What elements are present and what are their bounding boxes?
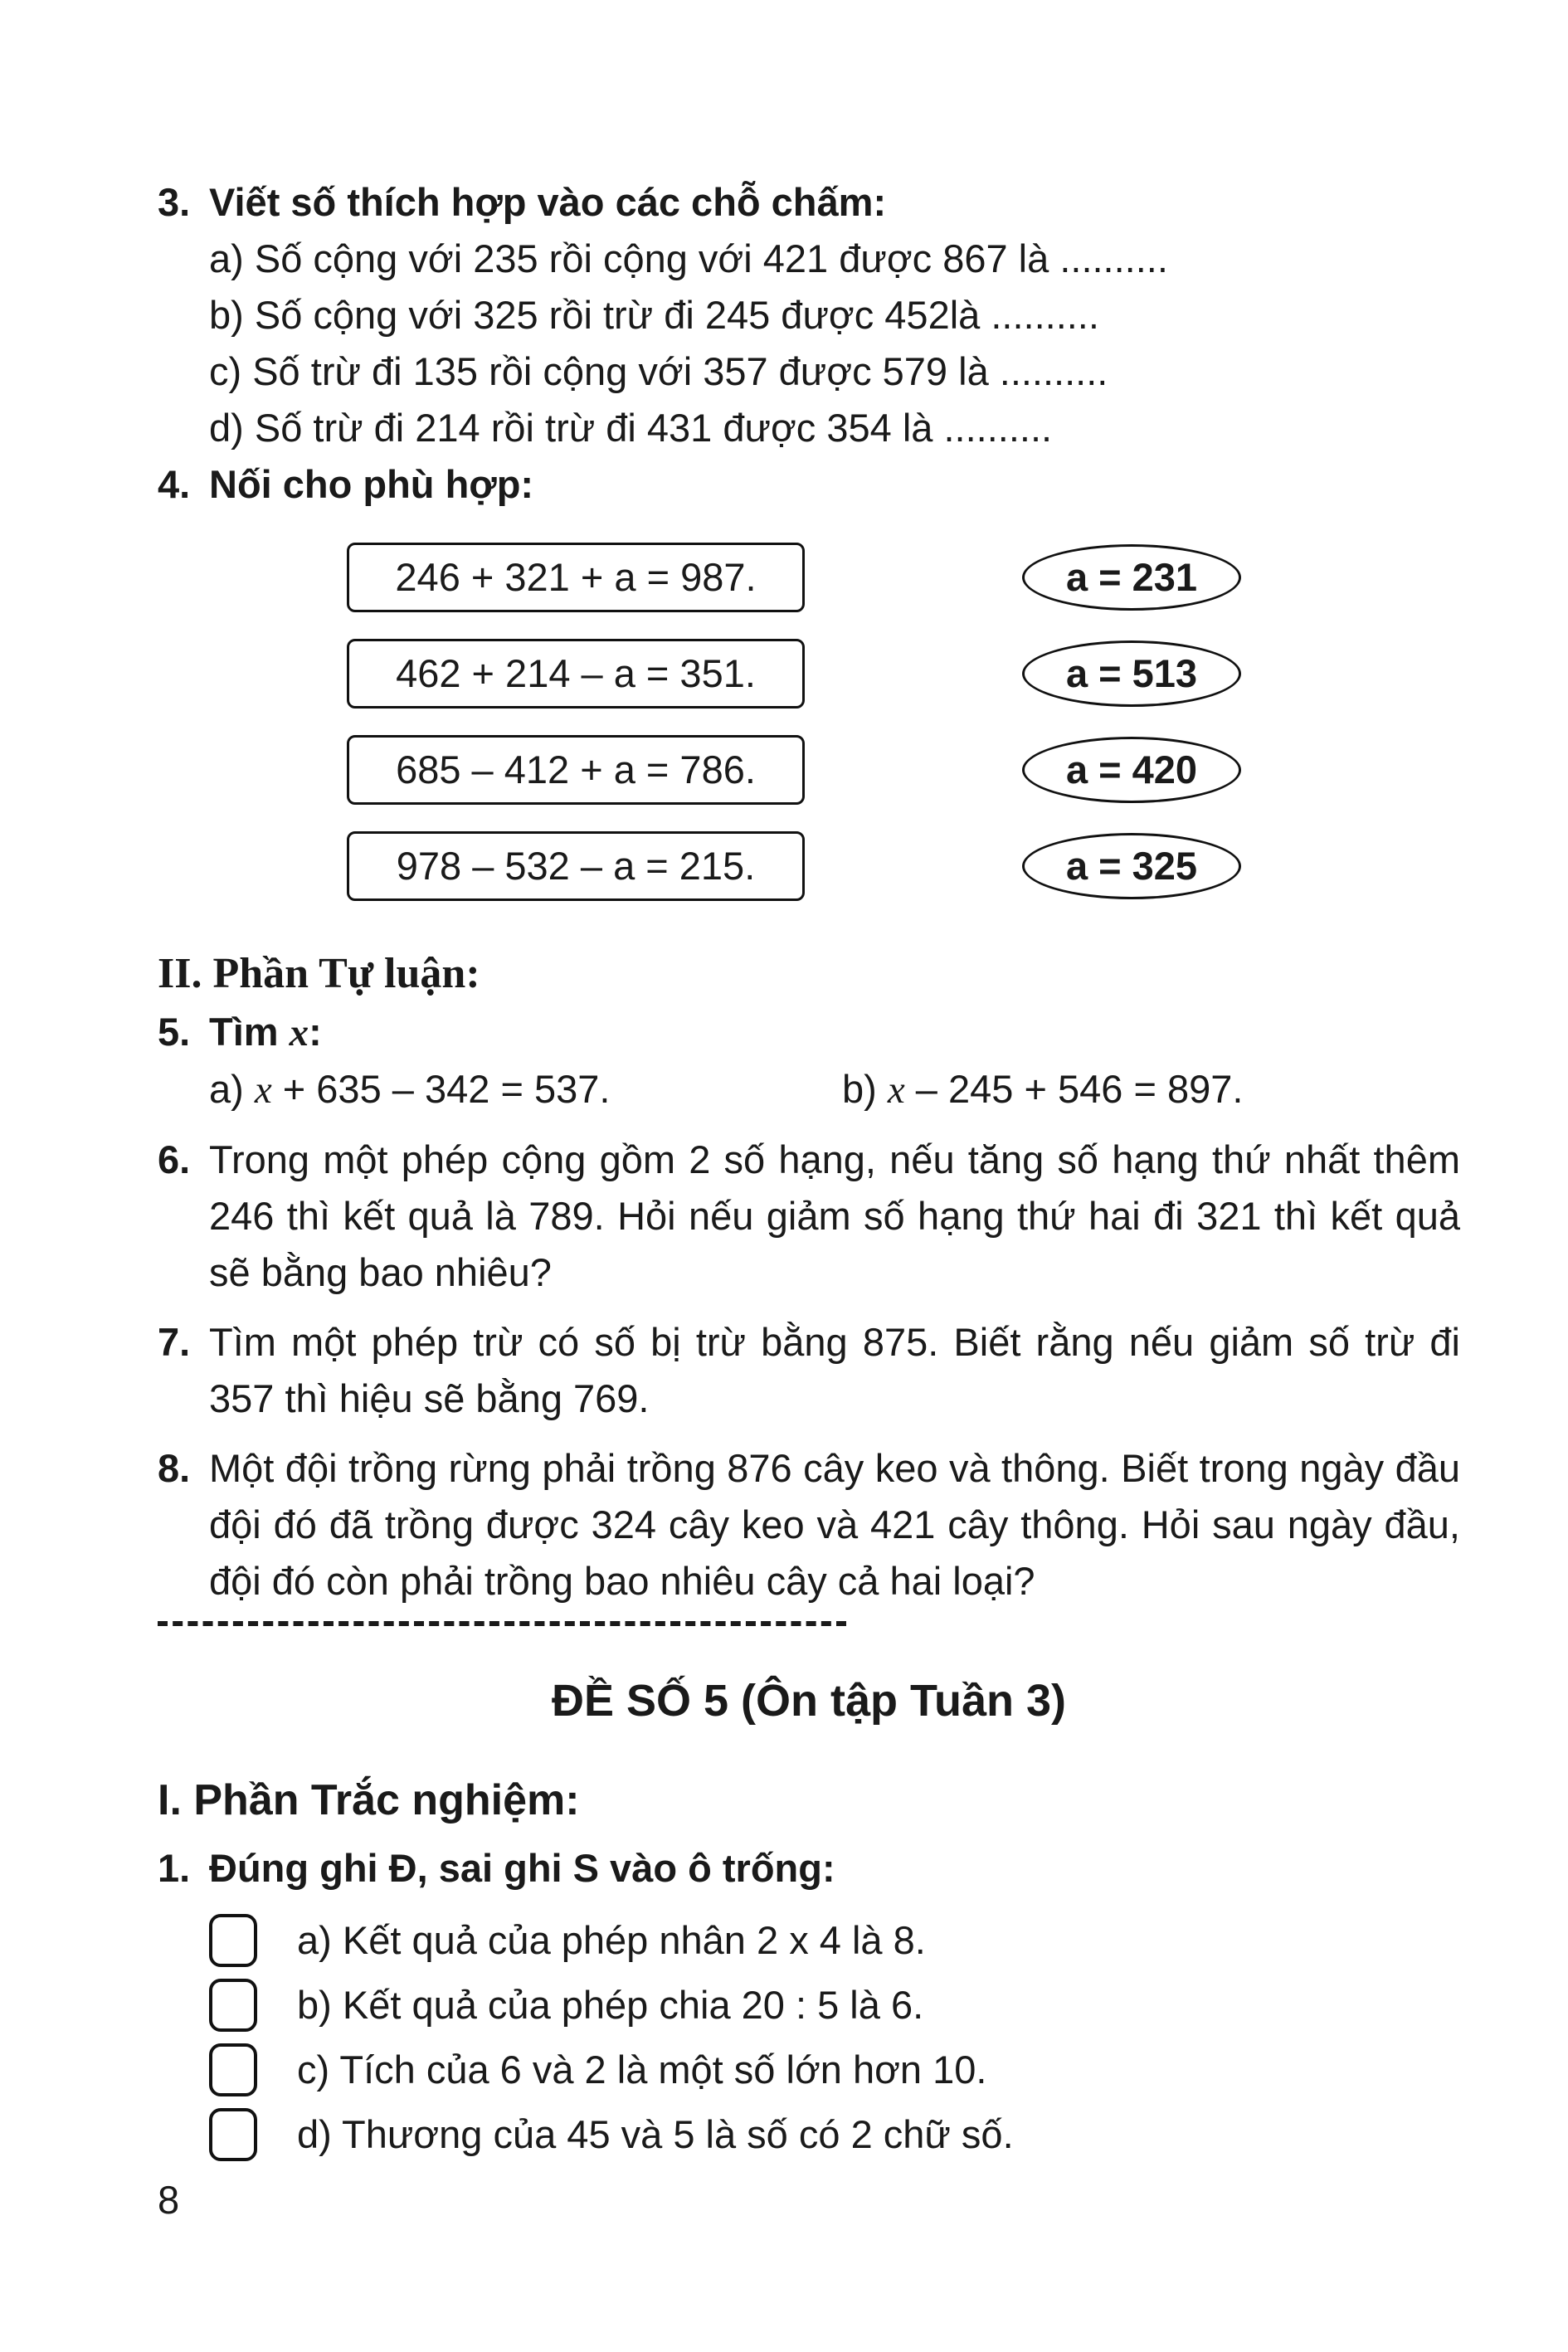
equation-text-3: 685 – 412 + a = 786. — [396, 747, 756, 791]
section-6-number: 6. — [158, 1137, 191, 1181]
quiz-1 — [158, 1840, 1460, 2167]
section-3-number: 3. — [158, 180, 191, 224]
true-false-item-d — [158, 2102, 1460, 2167]
word-problem-8: Một đội trồng rừng phải trồng 876 cây keo và thông. Biết trong ngày đầu đội đó đã trồng được 324 cây keo và 421 cây thông. Hỏi sau ngày đầu, đội đó còn phải trồng bao nhiêu cây cả hai loại? — [209, 1446, 1460, 1603]
answer-oval-4[interactable] — [1022, 833, 1241, 899]
equation-text-1: 246 + 321 + a = 987. — [395, 555, 757, 599]
true-false-label-d: d) Thương của 45 và 5 là số có 2 chữ số. — [297, 2112, 1014, 2156]
variable-x: x — [254, 1069, 272, 1112]
answer-checkbox-b[interactable] — [209, 1979, 257, 2032]
section-4-title: Nối cho phù hợp: — [209, 462, 534, 506]
section-4-number: 4. — [158, 462, 191, 506]
test-heading: ĐỀ SỐ 5 (Ôn tập Tuần 3) — [551, 1676, 1067, 1726]
answer-checkbox-a[interactable] — [209, 1914, 257, 1967]
match-row-1 — [158, 543, 1460, 612]
equation-text-4: 978 – 532 – a = 215. — [396, 844, 756, 888]
equation-box-4[interactable] — [347, 831, 805, 901]
equation-box-3[interactable] — [347, 735, 805, 805]
section-4-heading — [158, 456, 1460, 513]
fill-in-item-c: c) Số trừ đi 135 rồi cộng với 357 được 579 là .......... — [209, 349, 1108, 393]
match-row-3 — [158, 735, 1460, 805]
true-false-label-b: b) Kết quả của phép chia 20 : 5 là 6. — [297, 1983, 924, 2027]
fill-in-item-a: a) Số cộng với 235 rồi cộng với 421 được 867 là .......... — [209, 236, 1168, 280]
true-false-label-a: a) Kết quả của phép nhân 2 x 4 là 8. — [297, 1918, 926, 1962]
fill-in-item-b: b) Số cộng với 325 rồi trừ đi 245 được 452là .......... — [209, 293, 1099, 337]
section-6 — [158, 1132, 1460, 1301]
word-problem-6: Trong một phép cộng gồm 2 số hạng, nếu tăng số hạng thứ nhất thêm 246 thì kết quả là 789. Hỏi nếu giảm số hạng thứ hai đi 321 thì kết quả sẽ bằng bao nhiêu? — [209, 1137, 1460, 1294]
section-5 — [158, 1004, 1460, 1118]
true-false-list — [158, 1908, 1460, 2167]
equation-a: a) x + 635 – 342 = 537. — [209, 1067, 611, 1112]
section-5-items — [209, 1061, 1460, 1118]
quiz-1-heading — [158, 1840, 1460, 1897]
variable-x: x — [289, 1011, 309, 1054]
match-row-2 — [158, 639, 1460, 709]
part-essay-heading: II. Phần Tự luận: — [158, 950, 480, 997]
answer-text-1: a = 231 — [1065, 555, 1198, 599]
equation-text-2: 462 + 214 – a = 351. — [396, 651, 756, 695]
section-3-items — [158, 231, 1460, 456]
equation-box-1[interactable] — [347, 543, 805, 612]
answer-oval-3[interactable] — [1022, 737, 1241, 803]
true-false-item-c — [158, 2038, 1460, 2102]
matching-exercise — [158, 543, 1460, 901]
true-false-label-c: c) Tích của 6 và 2 là một số lớn hơn 10. — [297, 2048, 987, 2091]
section-7-number: 7. — [158, 1320, 191, 1364]
section-3-heading — [158, 174, 1460, 231]
dashed-separator — [158, 1621, 846, 1626]
section-3-title: Viết số thích hợp vào các chỗ chấm: — [209, 180, 887, 224]
answer-text-3: a = 420 — [1065, 747, 1198, 791]
word-problem-7: Tìm một phép trừ có số bị trừ bằng 875. Biết rằng nếu giảm số trừ đi 357 thì hiệu sẽ bằng 769. — [209, 1320, 1460, 1420]
answer-checkbox-c[interactable] — [209, 2043, 257, 2096]
section-8-number: 8. — [158, 1446, 191, 1490]
true-false-item-a — [158, 1908, 1460, 1973]
answer-checkbox-d[interactable] — [209, 2108, 257, 2161]
section-3 — [158, 174, 1460, 456]
true-false-item-b — [158, 1973, 1460, 2038]
fill-in-item-d: d) Số trừ đi 214 rồi trừ đi 431 được 354 là .......... — [209, 406, 1053, 450]
equation-box-2[interactable] — [347, 639, 805, 709]
section-8 — [158, 1440, 1460, 1609]
section-7 — [158, 1314, 1460, 1427]
match-row-4 — [158, 831, 1460, 901]
equation-b: b) x – 245 + 546 = 897. — [842, 1067, 1244, 1112]
section-5-number: 5. — [158, 1010, 191, 1054]
quiz-1-title: Đúng ghi Đ, sai ghi S vào ô trống: — [209, 1846, 835, 1890]
page-number: 8 — [158, 2178, 180, 2222]
section-5-heading — [158, 1004, 1460, 1061]
answer-text-4: a = 325 — [1065, 844, 1198, 888]
part-multiple-choice-heading: I. Phần Trắc nghiệm: — [158, 1776, 580, 1824]
answer-oval-2[interactable] — [1022, 640, 1241, 707]
answer-oval-1[interactable] — [1022, 544, 1241, 611]
variable-x: x — [887, 1069, 905, 1112]
section-4 — [158, 456, 1460, 901]
answer-text-2: a = 513 — [1065, 651, 1198, 695]
section-5-title: Tìm x: — [209, 1010, 322, 1054]
quiz-1-number: 1. — [158, 1846, 191, 1890]
